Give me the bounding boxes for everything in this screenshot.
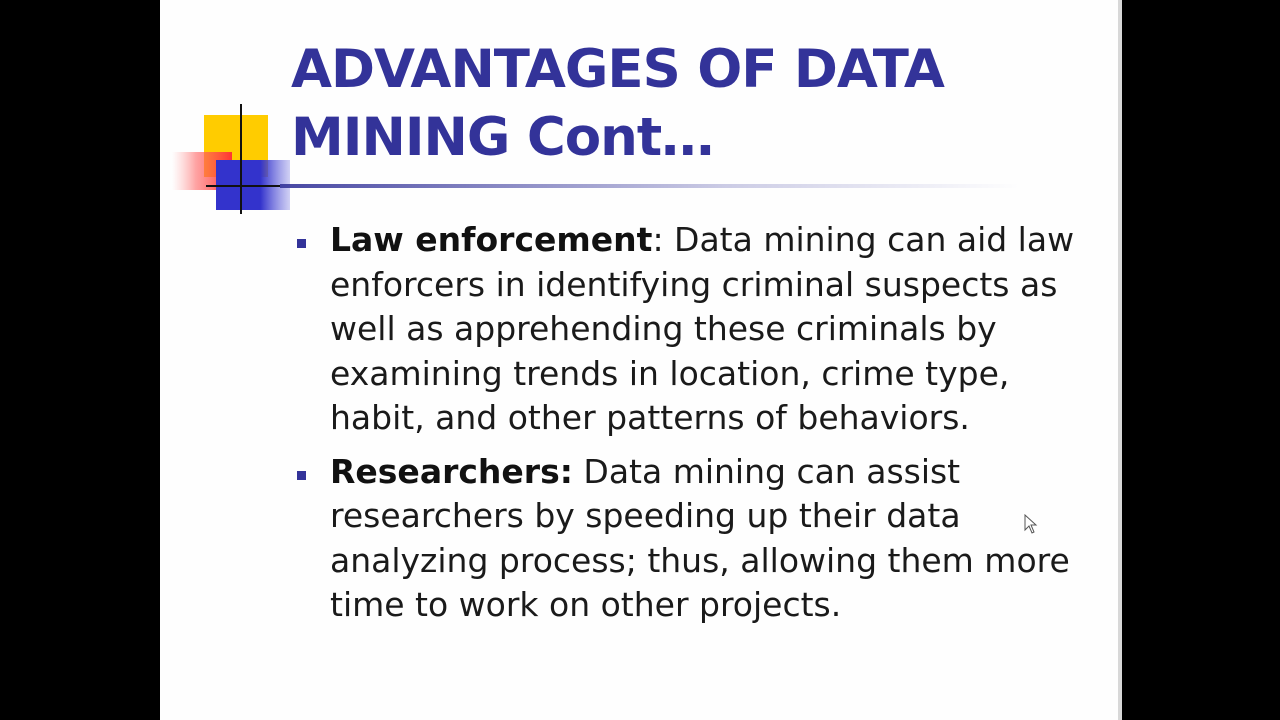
title-line-2: MINING Cont… bbox=[291, 107, 714, 168]
bullet-researchers bbox=[290, 450, 1080, 628]
deco-blue-square bbox=[216, 160, 290, 210]
bullet-text: Data mining can assist researchers by speeding up their data analyzing process; thus, allowing them more time to work on other projects. bbox=[330, 451, 1070, 624]
mouse-pointer-icon bbox=[1024, 514, 1038, 536]
slide-title bbox=[291, 36, 1091, 172]
title-line-1: ADVANTAGES OF DATA bbox=[291, 39, 944, 100]
deco-yellow-square bbox=[204, 115, 268, 177]
slide-edge bbox=[1118, 0, 1122, 720]
title-underline bbox=[280, 184, 1020, 188]
bullet-term: Law enforcement bbox=[330, 220, 653, 259]
square-bullet-icon bbox=[297, 471, 306, 480]
bullet-term: Researchers: bbox=[330, 451, 573, 491]
bullet-law-enforcement bbox=[290, 218, 1080, 441]
bullet-list bbox=[290, 218, 1080, 628]
bullet-text: : Data mining can aid law enforcers in identifying criminal suspects as well as apprehending these criminals by examining trends in location, crime type, habit, and other patterns of behaviors. bbox=[330, 220, 1075, 437]
deco-red-square bbox=[172, 152, 232, 190]
square-bullet-icon bbox=[297, 239, 306, 248]
slide bbox=[160, 0, 1118, 720]
